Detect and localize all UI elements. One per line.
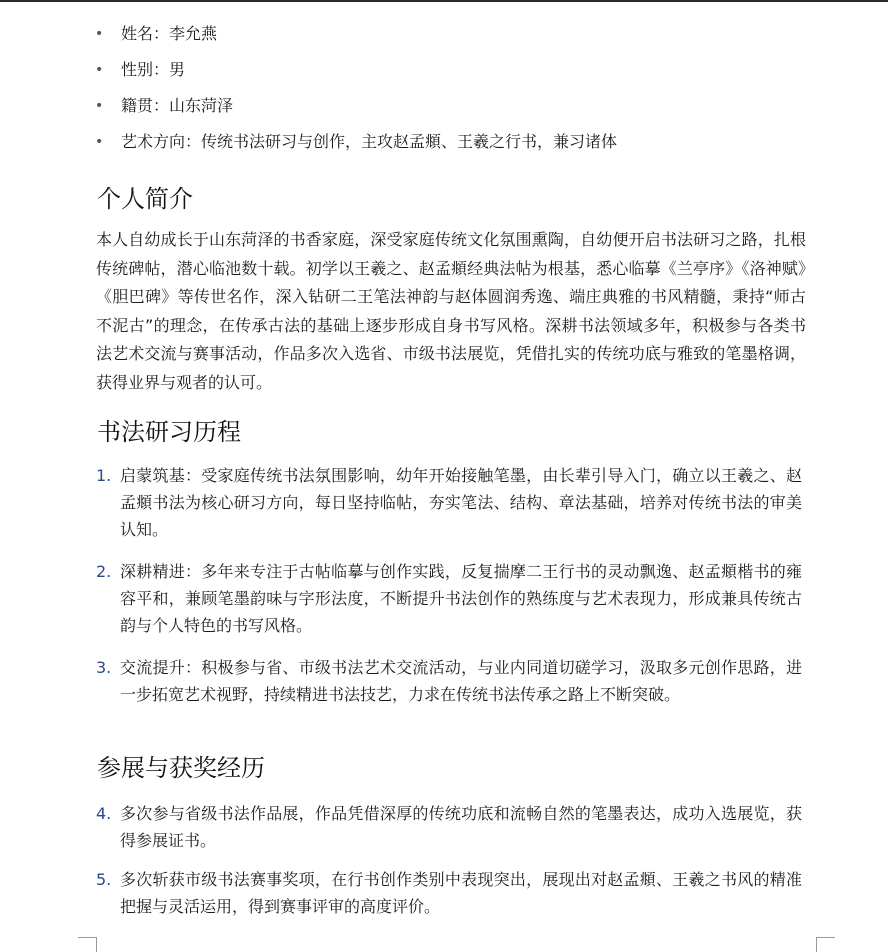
bullet-icon: • [95, 26, 104, 42]
info-value: 男 [169, 60, 186, 79]
info-item-name [95, 18, 617, 54]
item-text: 多次斩获市级书法赛事奖项，在行书创作类别中表现突出，展现出对赵孟頫、王羲之书风的精准把握与灵活运用，得到赛事评审的高度评价。 [120, 870, 802, 916]
list-item [96, 558, 802, 639]
study-heading: 书法研习历程 [97, 418, 241, 446]
profile-heading: 个人简介 [97, 185, 193, 213]
info-value: 山东菏泽 [169, 96, 234, 115]
info-item-direction [95, 126, 617, 162]
item-text: 多次参与省级书法作品展，作品凭借深厚的传统功底和流畅自然的笔墨表达，成功入选展览，获得参展证书。 [120, 804, 802, 850]
info-label: 姓名： [121, 24, 170, 43]
awards-heading: 参展与获奖经历 [97, 754, 265, 782]
bullet-icon: • [95, 134, 104, 150]
page-top-edge [0, 0, 888, 2]
item-title: 启蒙筑基： [120, 466, 202, 485]
info-item-gender [95, 54, 617, 90]
info-label: 艺术方向： [121, 132, 202, 151]
bullet-icon: • [95, 98, 104, 114]
info-label: 性别： [121, 60, 170, 79]
list-item [96, 800, 802, 854]
item-text: 积极参与省、市级书法艺术交流活动，与业内同道切磋学习，汲取多元创作思路，进一步拓宽艺术视野，持续精进书法技艺，力求在传统书法传承之路上不断突破。 [120, 658, 802, 704]
info-item-hometown [95, 90, 617, 126]
personal-info-list [95, 18, 617, 162]
list-item [96, 866, 802, 920]
awards-list [96, 800, 802, 920]
info-value: 传统书法研习与创作，主攻赵孟頫、王羲之行书，兼习诸体 [201, 132, 618, 151]
list-number: 5. [96, 870, 112, 889]
list-item [96, 462, 802, 543]
item-text: 受家庭传统书法氛围影响，幼年开始接触笔墨，由长辈引导入门，确立以王羲之、赵孟頫书法为核心研习方向，每日坚持临帖，夯实笔法、结构、章法基础，培养对传统书法的审美认知。 [120, 466, 802, 539]
list-item [96, 654, 802, 708]
study-list [96, 462, 802, 708]
item-title: 深耕精进： [120, 562, 202, 581]
item-title: 交流提升： [120, 658, 202, 677]
list-number: 3. [96, 658, 112, 677]
page-corner-mark-right [816, 937, 835, 952]
list-number: 1. [96, 466, 112, 485]
list-number: 2. [96, 562, 112, 581]
item-text: 多年来专注于古帖临摹与创作实践，反复揣摩二王行书的灵动飘逸、赵孟頫楷书的雍容平和，兼顾笔墨韵味与字形法度，不断提升书法创作的熟练度与艺术表现力，形成兼具传统古韵与个人特色的书写风格。 [120, 562, 802, 635]
list-number: 4. [96, 804, 112, 823]
bullet-icon: • [95, 62, 104, 78]
page-corner-mark-left [78, 937, 97, 952]
info-label: 籍贯： [121, 96, 170, 115]
info-value: 李允燕 [169, 24, 218, 43]
profile-paragraph: 本人自幼成长于山东菏泽的书香家庭，深受家庭传统文化氛围熏陶，自幼便开启书法研习之路，扎根传统碑帖，潜心临池数十载。初学以王羲之、赵孟頫经典法帖为根基，悉心临摹《兰亭序》《洛神赋》《胆巴碑》等传世名作，深入钻研二王笔法神韵与赵体圆润秀逸、端庄典雅的书风精髓，秉持“师古不泥古”的理念，在传承古法的基础上逐步形成自身书写风格。深耕书法领域多年，积极参与各类书法艺术交流与赛事活动，作品多次入选省、市级书法展览，凭借扎实的传统功底与雅致的笔墨格调，获得业界与观者的认可。 [96, 230, 806, 392]
